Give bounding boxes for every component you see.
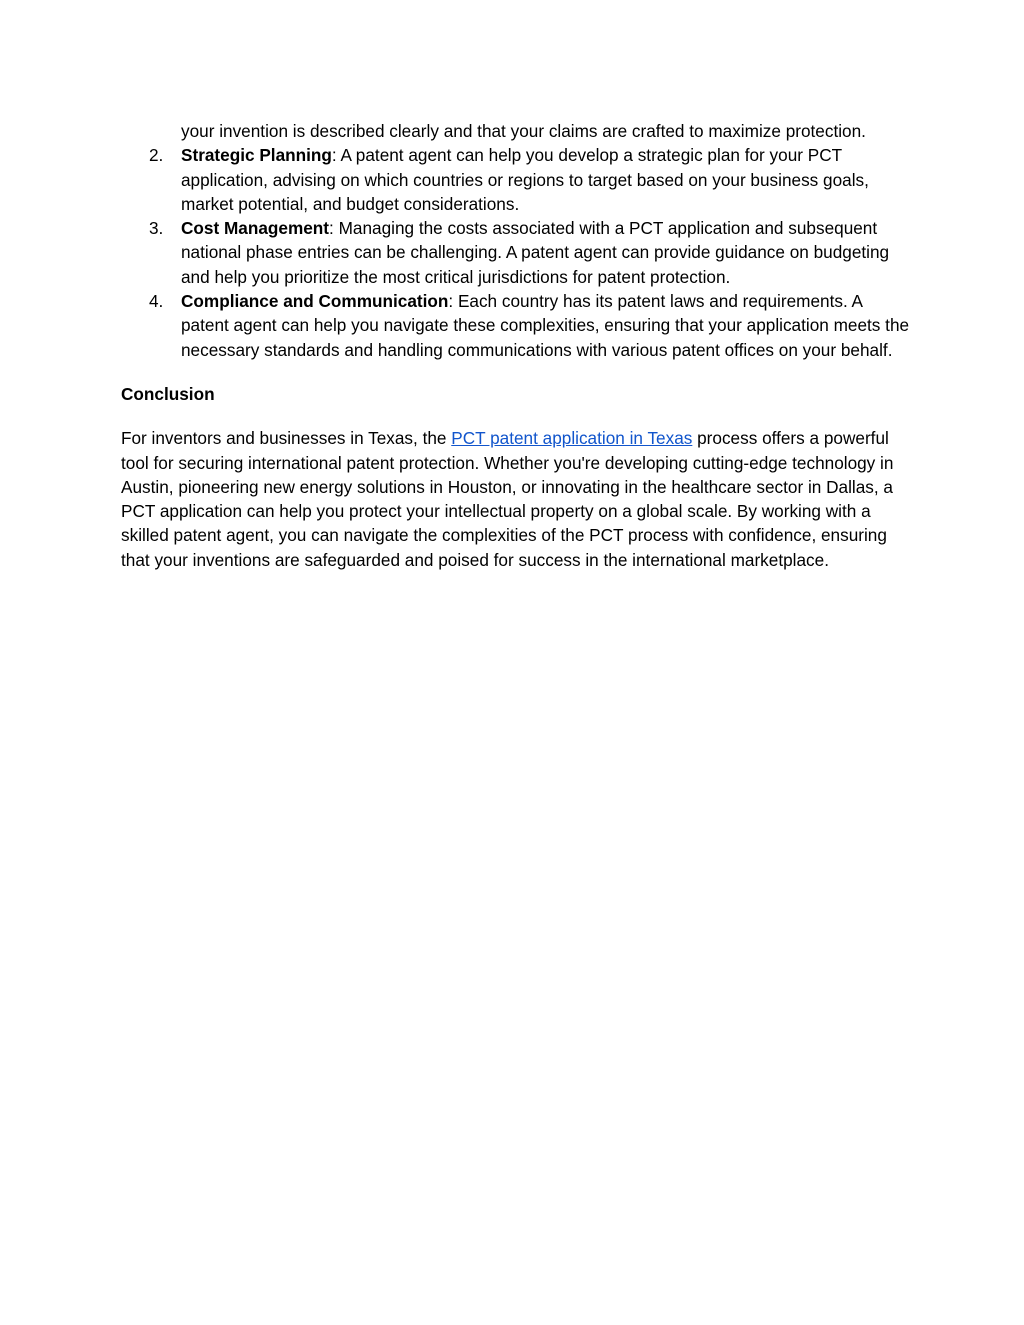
pct-texas-link[interactable]: PCT patent application in Texas — [451, 428, 693, 449]
list-item — [121, 143, 911, 216]
list-item — [121, 289, 911, 362]
list-item-text: : Each country has its patent laws and requirements. A patent agent can help you navigate these complexities, ensuring that your application meets the necessary standards and handling communications with various patent offices on your behalf. — [181, 291, 910, 360]
page-content — [121, 119, 911, 572]
list-item-number: 3. — [149, 218, 164, 239]
list-item-title: Compliance and Communication — [181, 291, 449, 312]
numbered-list — [121, 119, 911, 362]
list-item-title: Strategic Planning — [181, 145, 332, 166]
list-item-text: : A patent agent can help you develop a strategic plan for your PCT application, advising on which countries or regions to target based on your business goals, market potential, and budget considerations. — [181, 145, 869, 214]
list-item-number: 4. — [149, 291, 164, 312]
conclusion-paragraph — [121, 426, 911, 572]
paragraph-text-after-link: process offers a powerful tool for securing international patent protection. Whether you're developing cutting-edge technology in Austin, pioneering new energy solutions in Houston, or innovating in the healthcare sector in Dallas, a PCT application can help you protect your intellectual property on a global scale. By working with a skilled patent agent, you can navigate the complexities of the PCT process with confidence, ensuring that your inventions are safeguarded and poised for success in the international marketplace. — [121, 428, 894, 570]
paragraph-text-before-link: For inventors and businesses in Texas, the — [121, 428, 452, 449]
section-heading-conclusion: Conclusion — [121, 383, 215, 404]
list-item-number: 2. — [149, 145, 164, 166]
list-item-title: Cost Management — [181, 218, 330, 239]
list-item — [121, 216, 911, 289]
list-item-text: : Managing the costs associated with a PCT application and subsequent national phase entries can be challenging. A patent agent can provide guidance on budgeting and help you prioritize the most critical jurisdictions for patent protection. — [181, 218, 890, 287]
list-item-continuation: your invention is described clearly and that your claims are crafted to maximize protection. — [181, 121, 866, 141]
